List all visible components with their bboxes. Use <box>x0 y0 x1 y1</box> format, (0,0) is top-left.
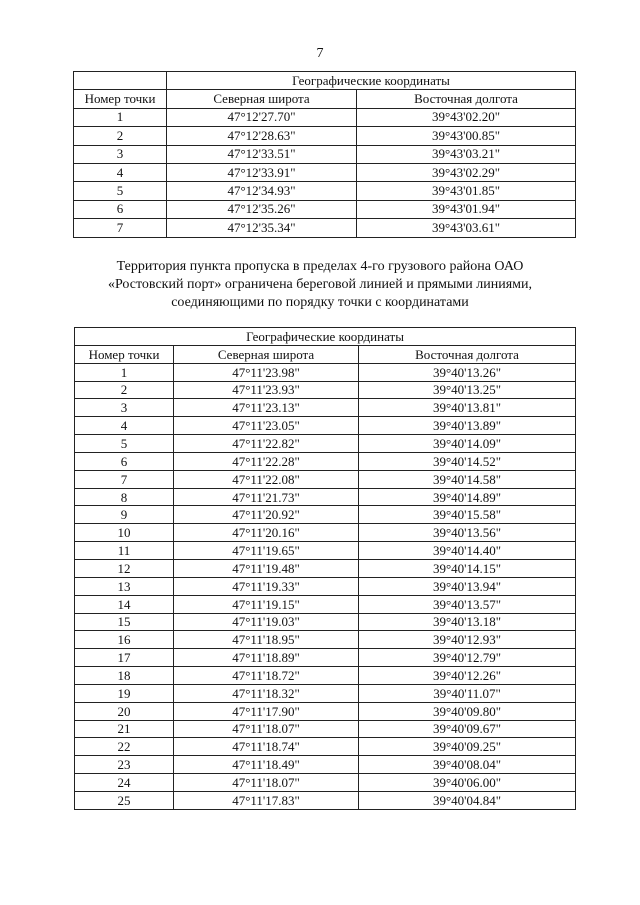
table-group-header: Географические координаты <box>167 72 576 90</box>
table-row <box>75 417 576 435</box>
paragraph-line: Территория пункта пропуска в пределах 4-го грузового района ОАО <box>116 259 524 274</box>
cell-east-longitude: 39°40'12.93" <box>359 631 576 649</box>
cell-point-number: 23 <box>75 756 174 774</box>
cell-north-latitude: 47°12'34.93" <box>167 182 357 200</box>
table-row <box>75 774 576 792</box>
cell-east-longitude: 39°40'12.26" <box>359 667 576 685</box>
cell-east-longitude: 39°40'04.84" <box>359 791 576 809</box>
cell-east-longitude: 39°40'13.89" <box>359 417 576 435</box>
table-group-header-row <box>75 328 576 346</box>
table-row <box>75 524 576 542</box>
cell-point-number: 6 <box>75 452 174 470</box>
cell-east-longitude: 39°40'14.09" <box>359 435 576 453</box>
cell-point-number: 20 <box>75 702 174 720</box>
cell-point-number: 7 <box>74 219 167 237</box>
cell-north-latitude: 47°12'35.34" <box>167 219 357 237</box>
cell-east-longitude: 39°40'13.56" <box>359 524 576 542</box>
cell-east-longitude: 39°43'03.61" <box>357 219 576 237</box>
cell-point-number: 15 <box>75 613 174 631</box>
cell-north-latitude: 47°11'18.07" <box>174 774 359 792</box>
cell-north-latitude: 47°12'28.63" <box>167 127 357 145</box>
cell-point-number: 6 <box>74 200 167 218</box>
cell-east-longitude: 39°40'14.40" <box>359 542 576 560</box>
table-row <box>74 127 576 145</box>
cell-north-latitude: 47°11'23.98" <box>174 363 359 381</box>
cell-north-latitude: 47°11'18.95" <box>174 631 359 649</box>
column-header-point-number: Номер точки <box>75 345 174 363</box>
cell-north-latitude: 47°12'33.91" <box>167 163 357 181</box>
paragraph-line: соединяющими по порядку точки с координатами <box>171 295 469 310</box>
table-row <box>75 756 576 774</box>
cell-north-latitude: 47°11'19.65" <box>174 542 359 560</box>
cell-north-latitude: 47°11'17.83" <box>174 791 359 809</box>
cell-point-number: 11 <box>75 542 174 560</box>
cell-point-number: 5 <box>75 435 174 453</box>
cell-point-number: 4 <box>74 163 167 181</box>
cell-east-longitude: 39°40'11.07" <box>359 684 576 702</box>
cell-point-number: 3 <box>74 145 167 163</box>
cell-point-number: 1 <box>74 108 167 126</box>
cell-north-latitude: 47°11'17.90" <box>174 702 359 720</box>
cell-east-longitude: 39°40'13.81" <box>359 399 576 417</box>
page-number: 7 <box>316 46 324 61</box>
cell-north-latitude: 47°11'23.13" <box>174 399 359 417</box>
cell-east-longitude: 39°40'14.52" <box>359 452 576 470</box>
cell-point-number: 5 <box>74 182 167 200</box>
cell-east-longitude: 39°40'13.18" <box>359 613 576 631</box>
cell-north-latitude: 47°11'20.92" <box>174 506 359 524</box>
cell-north-latitude: 47°11'19.33" <box>174 577 359 595</box>
cell-point-number: 21 <box>75 720 174 738</box>
cell-east-longitude: 39°43'01.94" <box>357 200 576 218</box>
table-row <box>75 577 576 595</box>
cell-point-number: 2 <box>75 381 174 399</box>
table-row <box>75 399 576 417</box>
cell-point-number: 8 <box>75 488 174 506</box>
cell-north-latitude: 47°12'35.26" <box>167 200 357 218</box>
table-row <box>75 684 576 702</box>
cell-north-latitude: 47°11'18.49" <box>174 756 359 774</box>
cell-north-latitude: 47°11'23.05" <box>174 417 359 435</box>
cell-north-latitude: 47°11'18.32" <box>174 684 359 702</box>
cell-point-number: 4 <box>75 417 174 435</box>
cell-north-latitude: 47°11'22.08" <box>174 470 359 488</box>
cell-east-longitude: 39°40'14.89" <box>359 488 576 506</box>
cell-north-latitude: 47°11'18.89" <box>174 649 359 667</box>
cell-east-longitude: 39°40'09.67" <box>359 720 576 738</box>
table-column-header-row <box>74 90 576 108</box>
cell-point-number: 9 <box>75 506 174 524</box>
cell-north-latitude: 47°11'18.07" <box>174 720 359 738</box>
cell-east-longitude: 39°40'12.79" <box>359 649 576 667</box>
cell-point-number: 16 <box>75 631 174 649</box>
cell-point-number: 17 <box>75 649 174 667</box>
table-row <box>75 488 576 506</box>
table-group-header: Географические координаты <box>75 328 576 346</box>
cell-north-latitude: 47°12'33.51" <box>167 145 357 163</box>
cell-point-number: 1 <box>75 363 174 381</box>
table-row <box>75 559 576 577</box>
cell-north-latitude: 47°11'18.72" <box>174 667 359 685</box>
cell-point-number: 19 <box>75 684 174 702</box>
cell-point-number: 24 <box>75 774 174 792</box>
cell-east-longitude: 39°43'02.29" <box>357 163 576 181</box>
cell-east-longitude: 39°40'14.58" <box>359 470 576 488</box>
cell-point-number: 7 <box>75 470 174 488</box>
table-row <box>75 702 576 720</box>
cell-north-latitude: 47°11'19.15" <box>174 595 359 613</box>
table-row <box>74 200 576 218</box>
cell-north-latitude: 47°12'27.70" <box>167 108 357 126</box>
cell-point-number: 2 <box>74 127 167 145</box>
cell-east-longitude: 39°40'08.04" <box>359 756 576 774</box>
cell-north-latitude: 47°11'22.28" <box>174 452 359 470</box>
cell-point-number: 3 <box>75 399 174 417</box>
table-row <box>74 108 576 126</box>
cell-point-number: 22 <box>75 738 174 756</box>
table-row <box>75 542 576 560</box>
cell-north-latitude: 47°11'23.93" <box>174 381 359 399</box>
cell-north-latitude: 47°11'21.73" <box>174 488 359 506</box>
cell-point-number: 13 <box>75 577 174 595</box>
table-row <box>75 470 576 488</box>
coordinates-table-1 <box>73 71 576 238</box>
table-row <box>75 381 576 399</box>
cell-east-longitude: 39°43'00.85" <box>357 127 576 145</box>
table-body <box>74 108 576 237</box>
cell-east-longitude: 39°43'02.20" <box>357 108 576 126</box>
cell-point-number: 12 <box>75 559 174 577</box>
cell-point-number: 25 <box>75 791 174 809</box>
column-header-point-number: Номер точки <box>74 90 167 108</box>
cell-north-latitude: 47°11'22.82" <box>174 435 359 453</box>
table-row <box>75 667 576 685</box>
cell-east-longitude: 39°43'01.85" <box>357 182 576 200</box>
paragraph-line: «Ростовский порт» ограничена береговой линией и прямыми линиями, <box>107 277 533 292</box>
table-body <box>75 363 576 809</box>
cell-north-latitude: 47°11'19.48" <box>174 559 359 577</box>
column-header-east-longitude: Восточная долгота <box>359 345 576 363</box>
cell-north-latitude: 47°11'18.74" <box>174 738 359 756</box>
cell-point-number: 14 <box>75 595 174 613</box>
cell-east-longitude: 39°40'13.26" <box>359 363 576 381</box>
cell-east-longitude: 39°40'13.57" <box>359 595 576 613</box>
table-row <box>75 791 576 809</box>
cell-point-number: 18 <box>75 667 174 685</box>
cell-east-longitude: 39°40'14.15" <box>359 559 576 577</box>
table-row <box>75 738 576 756</box>
cell-east-longitude: 39°40'09.25" <box>359 738 576 756</box>
cell-point-number: 10 <box>75 524 174 542</box>
cell-east-longitude: 39°43'03.21" <box>357 145 576 163</box>
cell-north-latitude: 47°11'19.03" <box>174 613 359 631</box>
table-row <box>75 363 576 381</box>
cell-east-longitude: 39°40'13.94" <box>359 577 576 595</box>
table-row <box>75 720 576 738</box>
coordinates-table-2 <box>74 327 576 810</box>
table-row <box>75 506 576 524</box>
table-row <box>74 219 576 237</box>
table-row <box>74 182 576 200</box>
column-header-north-latitude: Северная широта <box>174 345 359 363</box>
cell-north-latitude: 47°11'20.16" <box>174 524 359 542</box>
cell-east-longitude: 39°40'13.25" <box>359 381 576 399</box>
cell-east-longitude: 39°40'09.80" <box>359 702 576 720</box>
table-row <box>75 631 576 649</box>
table-row <box>74 145 576 163</box>
table-column-header-row <box>75 345 576 363</box>
territory-description <box>60 258 580 312</box>
table-row <box>75 435 576 453</box>
table-row <box>75 649 576 667</box>
table-row <box>75 452 576 470</box>
column-header-east-longitude: Восточная долгота <box>357 90 576 108</box>
table-row <box>75 613 576 631</box>
cell-east-longitude: 39°40'15.58" <box>359 506 576 524</box>
table-row <box>75 595 576 613</box>
cell-east-longitude: 39°40'06.00" <box>359 774 576 792</box>
table-group-header-row <box>74 72 576 90</box>
table-row <box>74 163 576 181</box>
column-header-north-latitude: Северная широта <box>167 90 357 108</box>
